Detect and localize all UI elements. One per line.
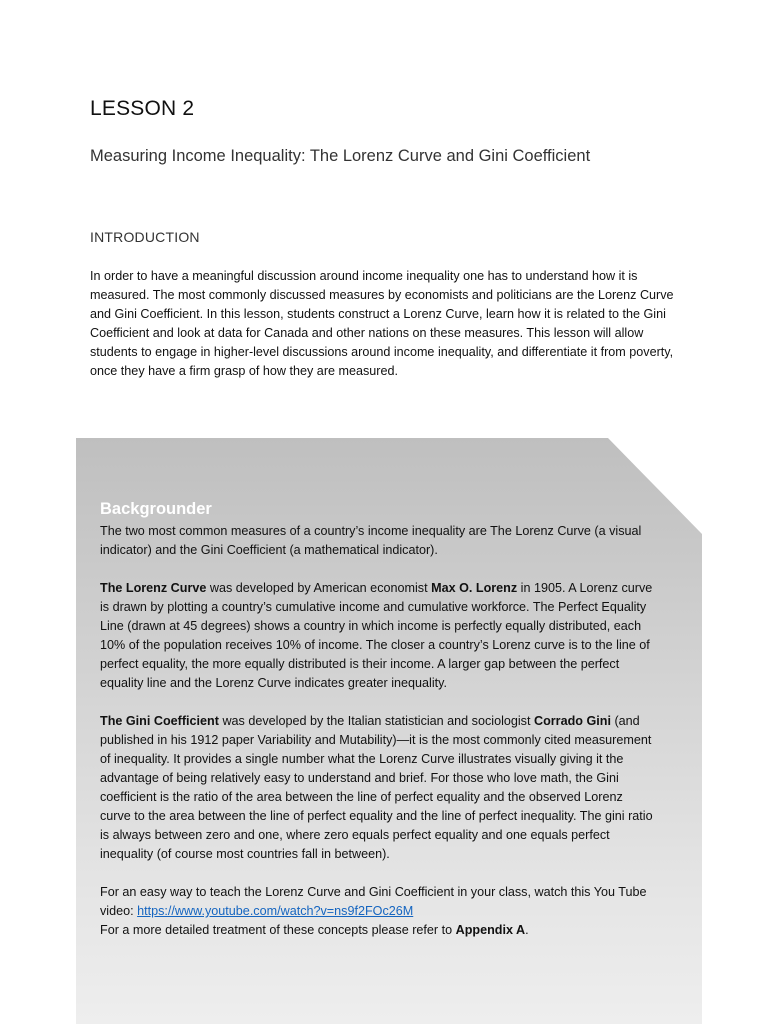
appendix-paragraph	[100, 921, 656, 940]
lorenz-curve-paragraph	[100, 579, 656, 693]
video-paragraph	[100, 883, 656, 921]
gini-coefficient-paragraph	[100, 712, 656, 864]
lesson-label: LESSON 2	[90, 97, 195, 120]
youtube-video-link[interactable]: https://www.youtube.com/watch?v=ns9f2FOc26M	[137, 904, 414, 918]
lorenz-pre-name: was developed by American economist	[206, 581, 432, 595]
intro-heading: INTRODUCTION	[90, 229, 200, 245]
appendix-end: .	[525, 923, 529, 937]
appendix-text: For a more detailed treatment of these concepts please refer to	[100, 923, 456, 937]
gini-coefficient-term: The Gini Coefficient	[100, 714, 219, 728]
backgrounder-paragraph-1: The two most common measures of a country’s income inequality are The Lorenz Curve (a visual indicator) and the Gini Coefficient (a mathematical indicator).	[100, 524, 642, 557]
video-text: For an easy way to teach the Lorenz Curve and Gini Coefficient in your class, watch this You Tube video:	[100, 885, 647, 918]
lesson-title: Measuring Income Inequality: The Lorenz Curve and Gini Coefficient	[90, 147, 591, 165]
gini-rest: (and published in his 1912 paper Variability and Mutability)—it is the most commonly cited measurement of inequality. It provides a single number what the Lorenz Curve illustrates visually giving it the advantage of being relatively easy to understand and brief. For those who love math, the Gini coefficient is the ratio of the area between the line of perfect equality and the observed Lorenz curve to the area between the line of perfect equality and the line of perfect inequality. The gini ratio is always between zero and one, where zero equals perfect equality and one equals perfect inequality (of course most countries fall in between).	[100, 714, 653, 861]
appendix-reference: Appendix A	[455, 923, 526, 937]
lorenz-rest: in 1905. A Lorenz curve is drawn by plotting a country’s cumulative income and cumulative workforce. The Perfect Equality Line (drawn at 45 degrees) shows a country in which income is perfectly equally distributed, each 10% of the population receives 10% of income. The closer a country’s Lorenz curve is to the line of perfect equality, the more equally distributed is their income. A larger gap between the perfect equality line and the Lorenz Curve indicates greater inequality.	[100, 581, 653, 690]
intro-paragraph: In order to have a meaningful discussion around income inequality one has to understand how it is measured. The most commonly discussed measures by economists and politicians are the Lorenz Curve and Gini Coefficient. In this lesson, students construct a Lorenz Curve, learn how it is related to the Gini Coefficient and look at data for Canada and other nations on these measures. This lesson will allow students to engage in higher-level discussions around income inequality, and differentiate it from poverty, once they have a firm grasp of how they are measured.	[90, 269, 674, 378]
gini-pre-name: was developed by the Italian statistician and sociologist	[218, 714, 534, 728]
backgrounder-title: Backgrounder	[100, 500, 212, 518]
lorenz-curve-term: The Lorenz Curve	[100, 581, 207, 595]
gini-name: Corrado Gini	[533, 714, 611, 728]
lorenz-name: Max O. Lorenz	[431, 581, 518, 595]
backgrounder-body	[100, 522, 656, 940]
